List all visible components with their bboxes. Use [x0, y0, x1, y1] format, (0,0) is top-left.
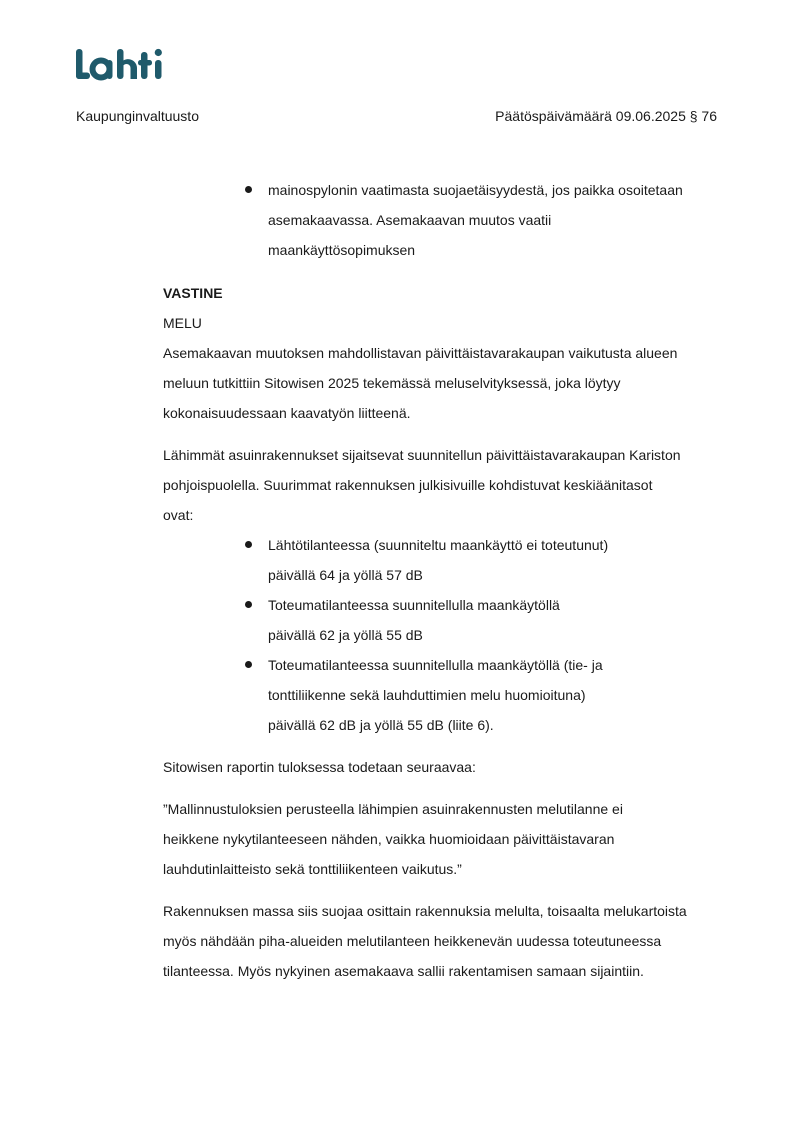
text-line: päivällä 62 ja yöllä 55 dB [268, 627, 423, 643]
text-line: meluun tutkittiin Sitowisen 2025 tekemässä meluselvityksessä, joka löytyy [163, 375, 621, 391]
text-line: heikkene nykytilanteeseen nähden, vaikka huomioidaan päivittäistavaran [163, 831, 615, 847]
text-line: Lähimmät asuinrakennukset sijaitsevat suunnitellun päivittäistavarakaupan Kariston [163, 447, 681, 463]
text-line: päivällä 64 ja yöllä 57 dB [268, 567, 423, 583]
noise-level-list [163, 530, 723, 740]
paragraph [163, 896, 723, 986]
paragraph [163, 440, 723, 530]
lahti-logo [75, 46, 167, 82]
text-line: mainospylonin vaatimasta suojaetäisyydestä, jos paikka osoitetaan [268, 182, 683, 198]
bullet-icon [245, 661, 252, 668]
bullet-icon [245, 186, 252, 193]
text-line: Lähtötilanteessa (suunniteltu maankäyttö ei toteutunut) [268, 537, 609, 553]
text-line: tonttiliikenne sekä lauhduttimien melu huomioituna) [268, 687, 586, 703]
paragraph [163, 752, 723, 782]
text-line: ”Mallinnustuloksien perusteella lähimpien asuinrakennusten melutilanne ei [163, 801, 623, 817]
text-line: Asemakaavan muutoksen mahdollistavan päivittäistavarakaupan vaikutusta alueen [163, 345, 678, 361]
lahti-logo-mark [75, 46, 167, 82]
text-line: lauhdutinlaitteisto sekä tonttiliikenteen vaikutus.” [163, 861, 462, 877]
text-line: Toteumatilanteessa suunnitellulla maankäytöllä (tie- ja [268, 657, 603, 673]
document-body [163, 175, 723, 986]
quote-paragraph [163, 794, 723, 884]
subheading: MELU [163, 315, 202, 331]
bullet-icon [245, 601, 252, 608]
text-line: kokonaisuudessaan kaavatyön liitteenä. [163, 405, 411, 421]
paragraph [163, 338, 723, 428]
text-line: myös nähdään piha-alueiden melutilanteen heikkenevän uudessa toteutuneessa [163, 933, 662, 949]
text-line: päivällä 62 dB ja yöllä 55 dB (liite 6). [268, 717, 494, 733]
list-item [268, 590, 723, 650]
list-item [268, 530, 723, 590]
bullet-icon [245, 541, 252, 548]
organization-name: Kaupunginvaltuusto [76, 108, 199, 124]
text-line: asemakaavassa. Asemakaavan muutos vaatii [268, 212, 552, 228]
list-item [268, 175, 723, 265]
text-line: ovat: [163, 507, 194, 523]
top-bullet-list [163, 175, 723, 265]
text-line: Toteumatilanteessa suunnitellulla maankäytöllä [268, 597, 560, 613]
text-line: Rakennuksen massa siis suojaa osittain rakennuksia melulta, toisaalta melukartoista [163, 903, 687, 919]
section-heading: VASTINE [163, 285, 223, 301]
list-item [268, 650, 723, 740]
decision-date: Päätöspäivämäärä 09.06.2025 § 76 [495, 108, 717, 124]
text-line: pohjoispuolella. Suurimmat rakennuksen julkisivuille kohdistuvat keskiäänitasot [163, 477, 653, 493]
text-line: maankäyttösopimuksen [268, 242, 416, 258]
text-line: tilanteessa. Myös nykyinen asemakaava sallii rakentamisen samaan sijaintiin. [163, 963, 644, 979]
text-line: Sitowisen raportin tuloksessa todetaan seuraavaa: [163, 759, 476, 775]
